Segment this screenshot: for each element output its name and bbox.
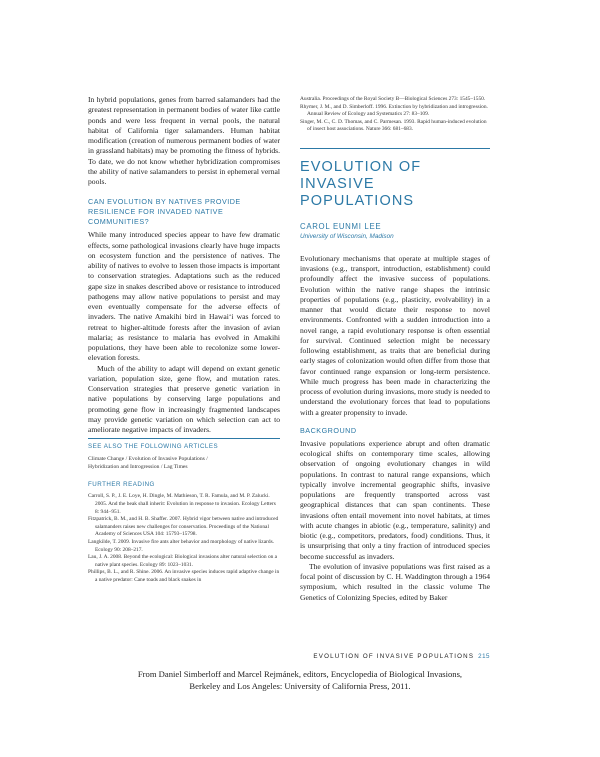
credit-line-1: From Daniel Simberloff and Marcel Rejmánek, editors, Encyclopedia of Biological Invasions, <box>137 669 463 679</box>
section-paragraph-1: While many introduced species appear to have few dramatic effects, some pathological invasions clearly have huge impacts on ecosystem function and the persistence of natives. The ability of natives to evolve to lessen those impacts is important to conservation strategies. Adaptations such as the reduced gape size in snakes described above or resistance to introduced pathogens may allow native populations to persist and may even eventually compensate for the adverse effects of invaders. The native Amakihi bird in Hawai‘i was forced to retreat to higher-altitude forests after the invasion of avian malaria; as resistance to malaria has evolved in Amakihi populations, they have been able to recolonize some lower-elevation forests. <box>88 230 280 363</box>
citation-credit <box>0 668 600 692</box>
running-footer <box>300 653 490 660</box>
reference-list <box>88 493 280 584</box>
reference-item: Phillips, B. L., and R. Shine. 2006. An invasive species induces rapid adaptive change in a native predator: Cane toads and black snakes in <box>88 569 280 583</box>
see-also-line-1: Climate Change / Evolution of Invasive Populations / <box>88 456 208 463</box>
background-paragraph-2: The evolution of invasive populations was first raised as a focal point of discussion by C. H. Waddington through a 1964 symposium, which resulted in the classic volume The Genetics of Colonizing Species, edited by Baker <box>300 561 490 602</box>
background-paragraph-1: Invasive populations experience abrupt and often dramatic ecological shifts on contemporary time scales, allowing observation of ongoing evolutionary changes in wild populations. In contrast to natural range expansions, which typically involve incremental geographic shifts, invasive populations are frequently transported across vast geographical distances that can span continents. These invasions often entail movement into novel habitats, at times with acute changes in abiotic (e.g., temperature, salinity) and biotic (e.g., competitors, predators, food) conditions. Thus, it is unsurprising that only a tiny fraction of introduced species become successful as invaders. <box>300 438 490 561</box>
reference-item: Fitzpatrick, B. M., and H. B. Shaffer. 2007. Hybrid vigor between native and introduced salamanders raises new challenges for conservation. Proceedings of the National Academy of Sciences USA 104: 15793–15798. <box>88 516 279 538</box>
intro-paragraph: In hybrid populations, genes from barred salamanders had the greatest representation in permanent bodies of water like cattle ponds and were less frequent in vernal pools, the natural habitat of California tiger salamanders. Human habitat modification (creation of numerous permanent bodies of water in grassland habitats) may be promoting the fitness of hybrids. To date, we do not know whether hybridization compromises the ability of native salamanders to persist in ephemeral vernal pools. <box>88 95 280 186</box>
left-column <box>88 95 280 585</box>
section-heading-natives: CAN EVOLUTION BY NATIVES PROVIDE RESILIENCE FOR INVADED NATIVE COMMUNITIES? <box>88 197 241 227</box>
title-rule <box>300 148 490 149</box>
credit-line-2: Berkeley and Los Angeles: University of California Press, 2011. <box>189 681 411 691</box>
reference-item: Rhymer, J. M., and D. Simberloff. 1996. Extinction by hybridization and introgression. Annual Review of Ecology and Systematics 27: 83–109. <box>300 103 488 118</box>
abstract-paragraph: Evolutionary mechanisms that operate at multiple stages of invasions (e.g., transport, introduction, establishment) could profoundly affect the invasive success of populations. Evolution within the native range shapes the intrinsic properties of populations (e.g., plasticity, evolvability) in a manner that would dictate their response to novel environments. Confronted with a sudden introduction into a novel range, a rapid evolutionary response is often essential for survival. Continued selection might be necessary following establishment, as traits that are beneficial during early stages of colonization would often differ from those that favor continued range expansion or long-term persistence. While much progress has been made in characterizing the process of evolution during invasions, more study is needed to understand the evolutionary forces that lead to populations with a greater propensity to invade. <box>300 253 490 417</box>
article-title: EVOLUTION OF INVASIVE POPULATIONS <box>300 158 422 209</box>
see-also-line-2: Hybridization and Introgression / Lag Times <box>88 463 188 470</box>
author-affiliation: University of Wisconsin, Madison <box>300 232 394 240</box>
right-column <box>300 95 490 603</box>
further-reading-heading: FURTHER READING <box>88 481 155 489</box>
running-head: EVOLUTION OF INVASIVE POPULATIONS <box>313 653 475 660</box>
section-paragraph-2: Much of the ability to adapt will depend on extant genetic variation, population size, gene flow, and mutation rates. Conservation strategies that preserve genetic variation in native populations by conserving large populations and promoting gene flow in increasingly fragmented landscapes may provide genetic variation on which selection can act to ameliorate negative impacts of invaders. <box>88 363 280 434</box>
reference-list-continued <box>300 96 490 134</box>
reference-item: Lau, J. A. 2008. Beyond the ecological: Biological invasions alter natural selection on a native plant species. Ecology 89: 1023–1031. <box>88 554 278 568</box>
background-heading: BACKGROUND <box>300 425 357 435</box>
reference-item: Langkilde, T. 2009. Invasive fire ants alter behavior and morphology of native lizards. Ecology 90: 208–217. <box>88 539 275 553</box>
reference-item: Carroll, S. P., J. E. Loye, H. Dingle, M. Mathieson, T. R. Famula, and M. P. Zalucki. 2005. And the beak shall inherit: Evolution in response to invasion. Ecology Letters 8: 944–951. <box>88 493 276 515</box>
see-also-rule <box>88 438 280 439</box>
see-also-heading: SEE ALSO THE FOLLOWING ARTICLES <box>88 443 219 451</box>
reference-item: Singer, M. C., C. D. Thomas, and C. Parmesan. 1993. Rapid human-induced evolution of insect host associations. Nature 366: 681–683. <box>300 118 487 133</box>
reference-item: Australia. Proceedings of the Royal Society B—Biological Sciences 273: 1545–1550. <box>300 96 486 102</box>
page-number: 215 <box>478 653 490 660</box>
author-name: CAROL EUNMI LEE <box>300 221 382 231</box>
